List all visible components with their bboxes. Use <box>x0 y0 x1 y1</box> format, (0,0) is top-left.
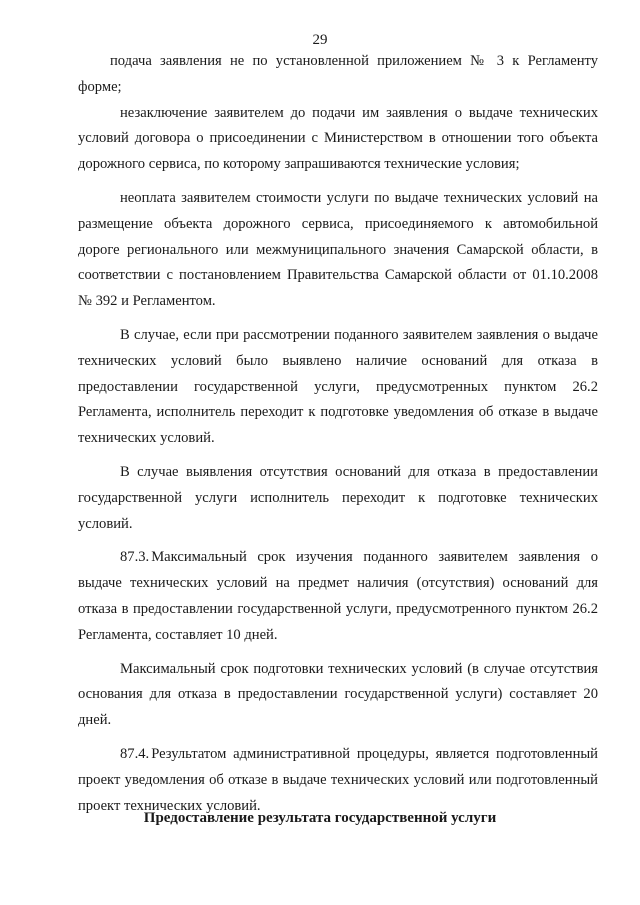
paragraph-text: В случае выявления отсутствия оснований для отказа в предоставлении государственной услуги исполнитель переходит к подготовке технических условий. <box>78 463 598 532</box>
paragraph-form-mismatch <box>78 49 598 101</box>
section-heading: Предоставление результата государственной услуги <box>143 810 497 826</box>
clause-number: 87.4. <box>120 745 150 762</box>
paragraph-no-contract <box>78 101 598 178</box>
page-number: 29 <box>312 32 328 48</box>
paragraph-text: Результатом административной процедуры, является подготовленный проект уведомления об отказе в выдаче технических условий или подготовленный проект технических условий. <box>78 745 598 814</box>
paragraph-no-refusal-grounds <box>78 460 598 537</box>
clause-number: 87.3. <box>120 549 150 566</box>
paragraph-non-payment <box>78 186 598 315</box>
paragraph-text: незаключение заявителем до подачи им заявления о выдаче технических условий договора о присоединении с Министерством в отношении того объекта дорожного сервиса, по которому запрашиваются технические условия; <box>78 104 598 173</box>
paragraph-text: неоплата заявителем стоимости услуги по выдаче технических условий на размещение объекта дорожного сервиса, присоединяемого к автомобильной дороге регионального или межмуниципального значения Самарской области, в соответствии с постановлением Правительства Самарской области от 01.10.2008 № 392 и Регламентом. <box>78 189 598 310</box>
paragraph-text: Максимальный срок изучения поданного заявителем заявления о выдаче технических условий на предмет наличия (отсутствия) оснований для отказа в предоставлении государственной услуги, предусмотренного пунктом 26.2 Регламента, составляет 10 дней. <box>78 549 598 643</box>
paragraph-text: подача заявления не по установленной приложением № 3 к Регламенту форме; <box>78 53 598 95</box>
paragraph-refusal-grounds <box>78 323 598 452</box>
document-body <box>78 49 598 827</box>
paragraph-max-preparation-term <box>78 657 598 734</box>
paragraph-text: В случае, если при рассмотрении поданного заявителем заявления о выдаче технических условий было выявлено наличие оснований для отказа в предоставлении государственной услуги, предусмотренных пунктом 26.2 Регламента, исполнитель переходит к подготовке уведомления об отказе в выдаче технических условий. <box>78 326 598 447</box>
paragraph-text: Максимальный срок подготовки технических условий (в случае отсутствия основания для отказа в предоставлении государственной услуги) составляет 20 дней. <box>78 660 598 729</box>
paragraph-87-3 <box>78 545 598 648</box>
